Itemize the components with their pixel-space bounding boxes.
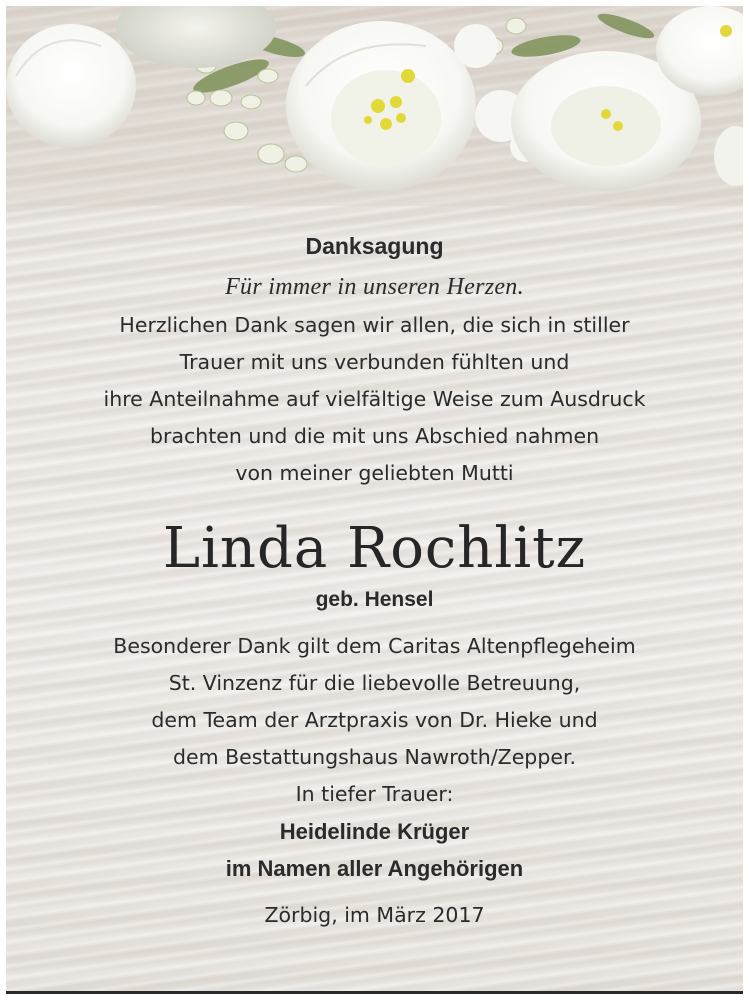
thanks-line: Besonderer Dank gilt dem Caritas Altenpflegeheim (113, 634, 636, 658)
white-tulips-image (6, 6, 743, 206)
thanks-paragraph (6, 628, 743, 776)
birth-name: geb. Hensel (315, 588, 434, 611)
intro-line: brachten und die mit uns Abschied nahmen (149, 424, 600, 448)
thanks-line: St. Vinzenz für die liebevolle Betreuung, (168, 671, 581, 695)
intro-line: Trauer mit uns verbunden fühlten und (179, 350, 570, 374)
notice-text (6, 231, 743, 934)
intro-paragraph (6, 307, 743, 492)
mourning-label: In tiefer Trauer: (295, 782, 454, 806)
thanks-line: dem Team der Arztpraxis von Dr. Hieke und (151, 708, 598, 732)
deceased-name: Linda Rochlitz (162, 516, 587, 581)
on-behalf-line: im Namen aller Angehörigen (225, 856, 524, 881)
signatory-name: Heidelinde Krüger (279, 819, 470, 844)
intro-line: ihre Anteilnahme auf vielfältige Weise zum Ausdruck (103, 387, 646, 411)
intro-line: von meiner geliebten Mutti (235, 461, 514, 485)
notice-heading: Danksagung (305, 233, 444, 259)
obituary-card (6, 6, 743, 994)
thanks-line: dem Bestattungshaus Nawroth/Zepper. (172, 745, 577, 769)
intro-line: Herzlichen Dank sagen wir allen, die sich in stiller (119, 313, 630, 337)
place-date: Zörbig, im März 2017 (264, 903, 485, 927)
motto: Für immer in unseren Herzen. (225, 274, 524, 300)
